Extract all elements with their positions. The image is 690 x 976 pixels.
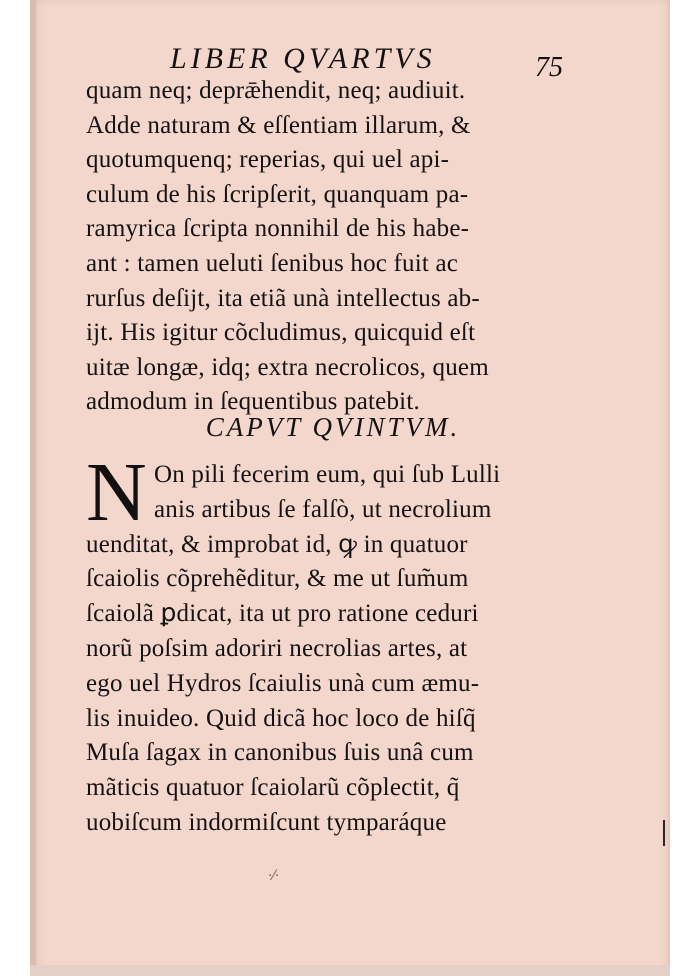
text-line: lis inuideo. Quid dicã hoc loco de hiſq̃	[86, 704, 476, 732]
text-line: admodum in ſequentibus patebit.	[86, 388, 420, 416]
binding-mark	[663, 820, 665, 846]
text-line: ſcaiolis cõprehẽditur, & me ut ſum̃um	[86, 565, 469, 593]
text-line: anis artibus ſe falſò, ut necrolium	[154, 495, 492, 523]
text-line: ant : tamen ueluti ſenibus hoc fuit ac	[86, 249, 459, 277]
running-head: LIBER QVARTVS	[170, 42, 436, 75]
text-line: quotumquenq; reperias, qui uel api-	[86, 146, 450, 174]
chapter-heading-text: CAPVT QVINTVM.	[205, 412, 461, 442]
text-line: norũ poſsim adoriri necrolias artes, at	[86, 634, 468, 662]
page-header	[0, 36, 690, 83]
text-line: Muſa ſagax in canonibus ſuis unâ cum	[86, 739, 474, 767]
text-block-top	[86, 74, 566, 420]
ink-smudge: ·⁄·	[268, 868, 280, 884]
text-line: mãticis quatuor ſcaiolarũ cõplectit, q̃	[86, 774, 460, 802]
text-line: rurſus deſijt, ita etiã unà intellectus ab-	[86, 284, 480, 312]
page-left-gutter	[30, 0, 36, 976]
drop-cap: N	[86, 446, 147, 539]
text-line: On pili fecerim eum, qui ſub Lulli	[154, 461, 501, 488]
text-line: ijt. His igitur cõcludimus, quicquid eſt	[86, 319, 476, 347]
text-line: Adde naturam & eſſentiam illarum, &	[86, 111, 471, 139]
text-line: ramyrica ſcripta nonnihil de his habe-	[86, 215, 470, 243]
text-line: ſcaiolã ꝑdicat, ita ut pro ratione ceduri	[86, 600, 479, 628]
page-bottom-edge	[30, 965, 670, 976]
text-line: uenditat, & improbat id, ꝙ in quatuor	[86, 530, 468, 558]
page-number: 75	[535, 52, 563, 83]
chapter-heading	[0, 412, 690, 443]
text-line: quam neq; deprǣhendit, neq; audiuit.	[86, 77, 466, 104]
text-line: uobiſcum indormiſcunt tymparáque	[86, 808, 447, 836]
text-line: ego uel Hydros ſcaiulis unà cum æmu-	[86, 669, 480, 697]
text-line: uitæ longæ, idq; extra necrolicos, quem	[86, 353, 489, 381]
text-block-chapter	[86, 446, 566, 841]
text-line: culum de his ſcripſerit, quanquam pa-	[86, 180, 469, 208]
